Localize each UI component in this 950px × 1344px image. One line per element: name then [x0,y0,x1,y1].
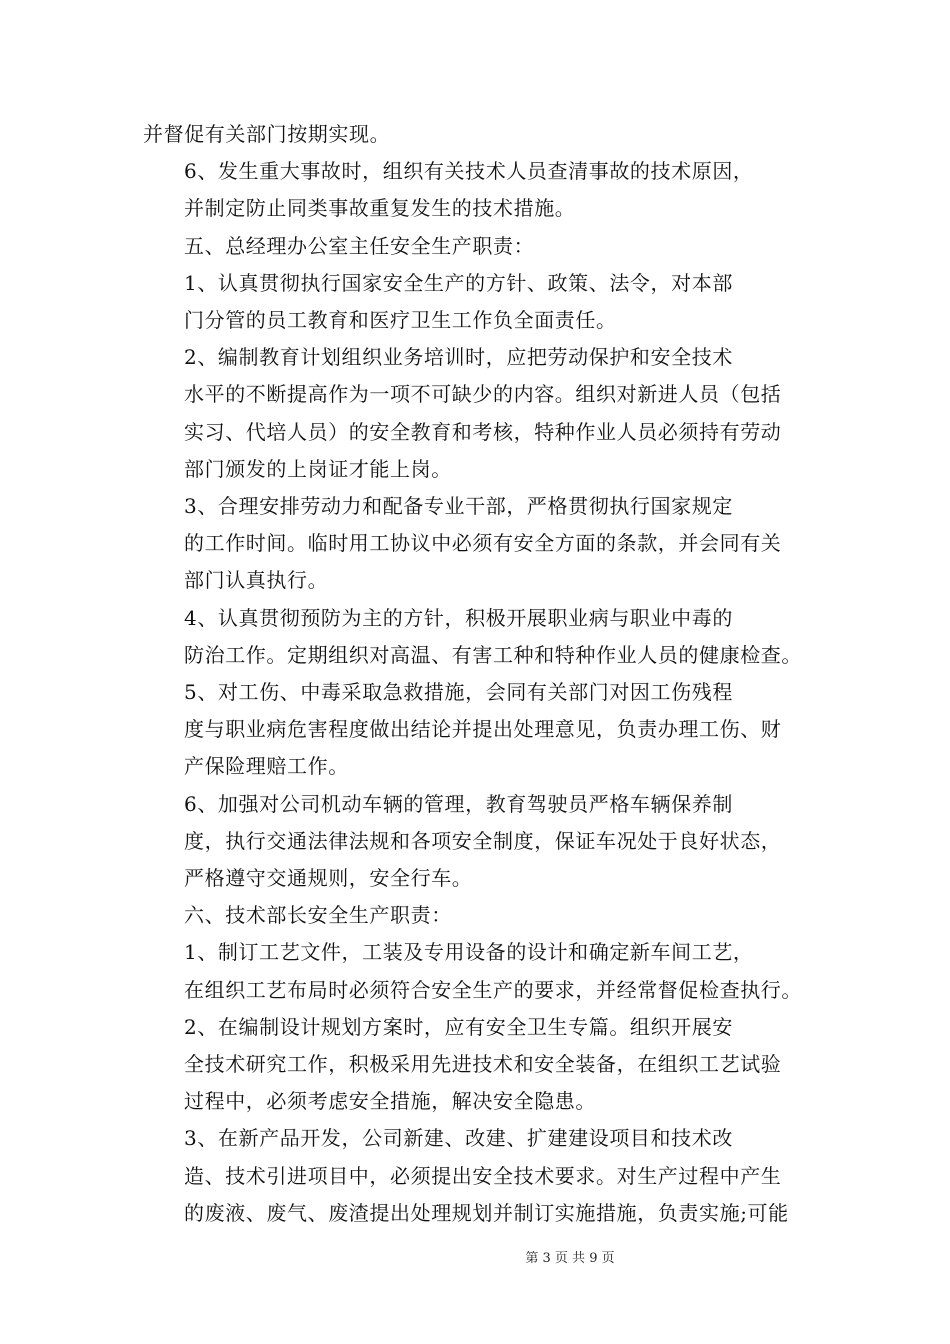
text-line: 五、总经理办公室主任安全生产职责： [184,233,535,258]
text-line: 3、合理安排劳动力和配备专业干部，严格贯彻执行国家规定 [184,494,733,519]
text-line: 部门认真执行。 [184,568,329,593]
paragraph [143,153,811,227]
text-line: 六、技术部长安全生产职责： [184,903,452,928]
text-line: 5、对工伤、中毒采取急救措施，会同有关部门对因工伤残程 [184,680,733,705]
text-line: 的废液、废气、废渣提出处理规划并制订实施措施，负责实施;可能 [184,1200,789,1225]
text-line: 水平的不断提高作为一项不可缺少的内容。组织对新进人员（包括 [184,382,782,407]
paragraph [143,600,811,674]
text-line: 度，执行交通法律法规和各项安全制度，保证车况处于良好状态， [184,828,782,853]
text-line: 部门颁发的上岗证才能上岗。 [184,456,452,481]
paragraph [143,786,811,898]
page-footer [0,1247,950,1266]
text-line: 1、认真贯彻执行国家安全生产的方针、政策、法令，对本部 [184,270,733,295]
text-line: 2、编制教育计划组织业务培训时，应把劳动保护和安全技术 [184,345,733,370]
paragraph [143,1120,811,1232]
paragraph [143,265,811,339]
paragraph [143,897,811,934]
text-line: 1、制订工艺文件，工装及专用设备的设计和确定新车间工艺， [184,940,754,965]
page-number: 第 3 页 共 9 页 [525,1251,615,1266]
text-line: 6、发生重大事故时，组织有关技术人员查清事故的技术原因， [184,159,754,184]
text-line: 2、在编制设计规划方案时，应有安全卫生专篇。组织开展安 [184,1014,733,1039]
text-line: 4、认真贯彻预防为主的方针，积极开展职业病与职业中毒的 [184,605,733,630]
text-line: 实习、代培人员）的安全教育和考核，特种作业人员必须持有劳动 [184,419,782,444]
text-line: 门分管的员工教育和医疗卫生工作负全面责任。 [184,308,617,333]
paragraph [143,934,811,1008]
paragraph [143,1009,811,1121]
paragraph [143,228,811,265]
text-line: 严格遵守交通规则，安全行车。 [184,866,473,891]
paragraph [143,488,811,600]
text-line: 防治工作。定期组织对高温、有害工种和特种作业人员的健康检查。 [184,642,802,667]
text-line: 并制定防止同类事故重复发生的技术措施。 [184,196,576,221]
paragraph [143,339,811,488]
text-line: 造、技术引进项目中，必须提出安全技术要求。对生产过程中产生 [184,1163,782,1188]
text-line: 6、加强对公司机动车辆的管理，教育驾驶员严格车辆保养制 [184,791,733,816]
text-line: 产保险理赔工作。 [184,754,349,779]
text-line: 并督促有关部门按期实现。 [143,122,391,146]
text-line: 度与职业病危害程度做出结论并提出处理意见，负责办理工伤、财 [184,717,782,742]
text-line: 在组织工艺布局时必须符合安全生产的要求，并经常督促检查执行。 [184,977,802,1002]
paragraph [143,674,811,786]
text-line: 过程中，必须考虑安全措施，解决安全隐患。 [184,1089,596,1114]
text-line: 的工作时间。临时用工协议中必须有安全方面的条款，并会同有关 [184,531,782,556]
document-body [143,116,811,1232]
paragraph [143,116,811,153]
text-line: 全技术研究工作，积极采用先进技术和安全装备，在组织工艺试验 [184,1052,782,1077]
text-line: 3、在新产品开发，公司新建、改建、扩建建设项目和技术改 [184,1126,733,1151]
